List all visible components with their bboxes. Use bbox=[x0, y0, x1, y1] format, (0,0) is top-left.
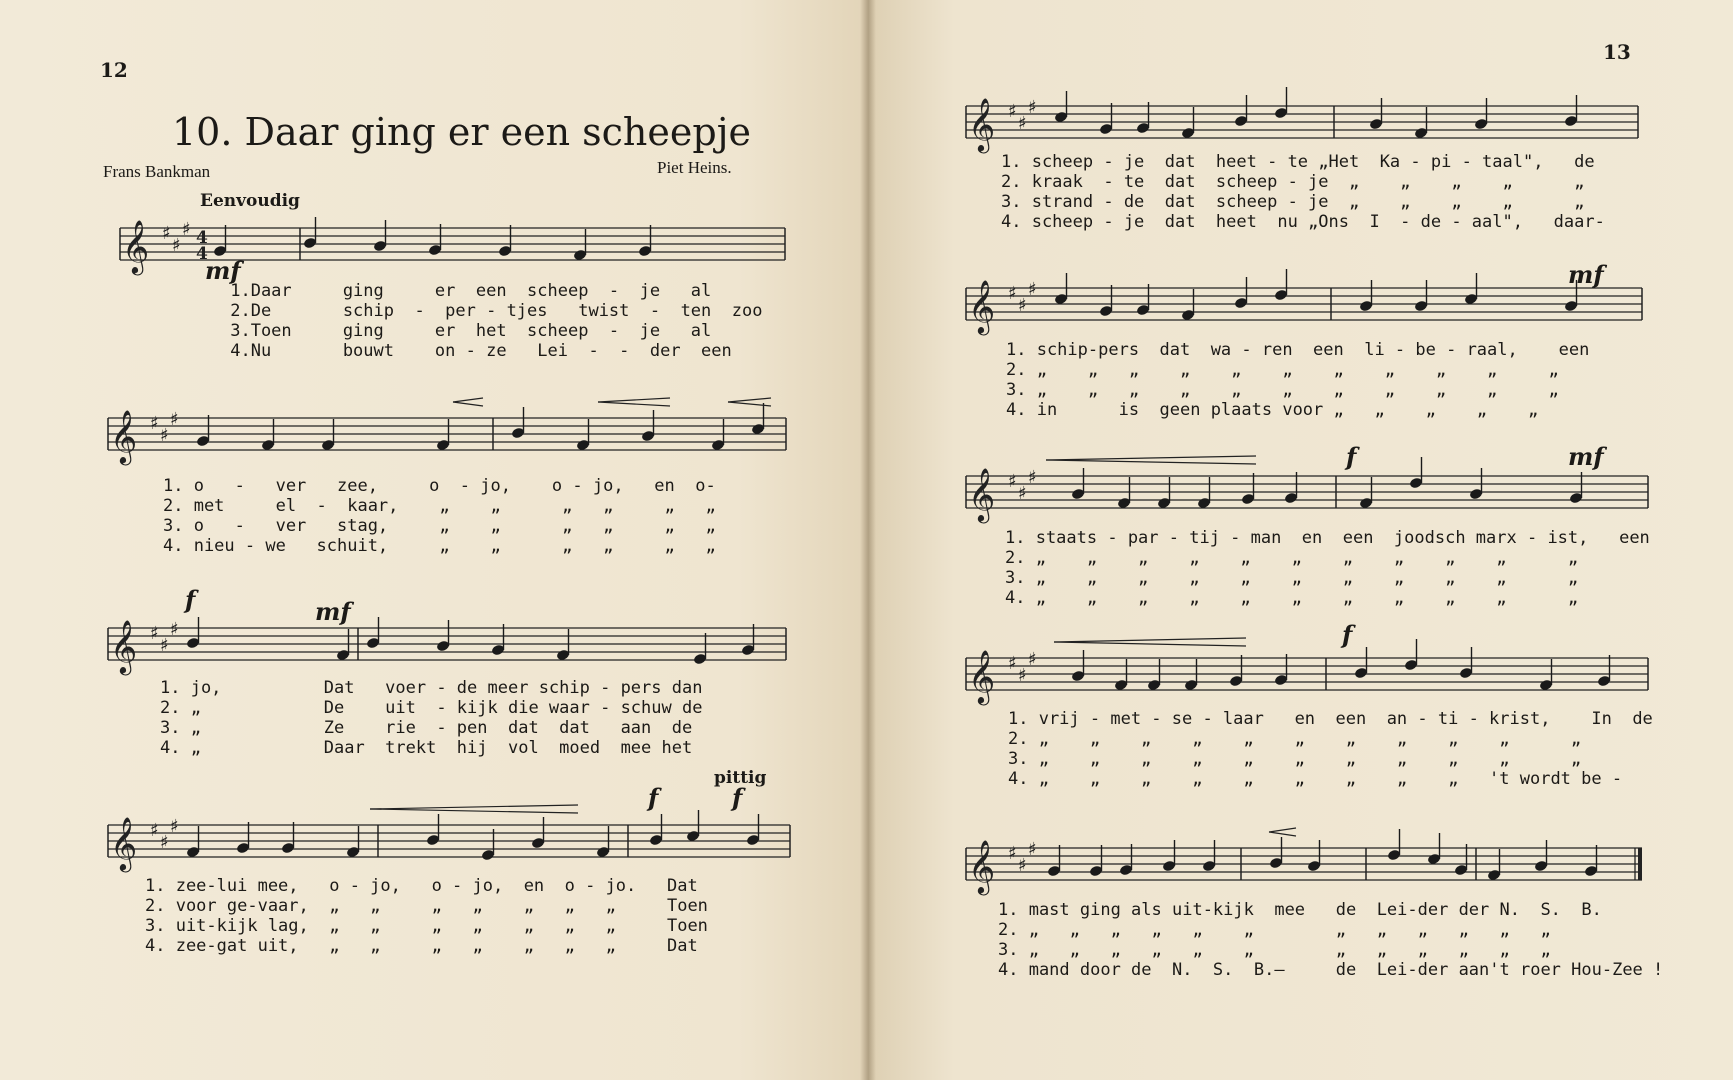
lyricist: Frans Bankman bbox=[103, 162, 211, 181]
treble-clef: 𝄞 bbox=[968, 649, 996, 703]
crescendo-mark bbox=[370, 809, 578, 813]
lyric-line: 3. „ „ „ „ „ „ „ „ „ „ „ „ bbox=[998, 940, 1551, 960]
crescendo-mark bbox=[1054, 642, 1246, 646]
sharp-sign: ♯ bbox=[1008, 843, 1017, 864]
lyric-line: 2. met el - kaar, „ „ „ „ „ „ bbox=[163, 496, 716, 516]
sharp-sign: ♯ bbox=[1018, 665, 1027, 686]
time-signature: 4 bbox=[196, 244, 208, 264]
lyric-line: 1. jo, Dat voer - de meer schip - pers dan bbox=[160, 678, 703, 698]
music-staff bbox=[966, 838, 1642, 893]
lyrics-block bbox=[1005, 528, 1650, 608]
dynamic-mark: f bbox=[1346, 442, 1357, 471]
lyric-line: 1. mast ging als uit-kijk mee de Lei-der der N. S. B. bbox=[998, 900, 1602, 920]
lyric-line: 4.Nu bouwt on - ze Lei - - der een bbox=[220, 341, 732, 361]
treble-clef: 𝄞 bbox=[968, 97, 996, 151]
lyric-line: 3.Toen ging er het scheep - je al bbox=[220, 321, 712, 341]
crescendo-mark bbox=[370, 805, 578, 809]
lyrics-block bbox=[1001, 152, 1605, 232]
sharp-sign: ♯ bbox=[150, 413, 159, 434]
treble-clef: 𝄞 bbox=[110, 619, 138, 673]
sharp-sign: ♯ bbox=[160, 832, 169, 853]
song-title: 10. Daar ging er een scheepje bbox=[172, 110, 751, 154]
lyrics-block bbox=[145, 876, 708, 956]
lyric-line: 3. o - ver stag, „ „ „ „ „ „ bbox=[163, 516, 716, 536]
lyrics-block bbox=[220, 281, 762, 361]
page-number: 12 bbox=[100, 58, 128, 82]
lyrics-block bbox=[1006, 340, 1589, 420]
sharp-sign: ♯ bbox=[1028, 467, 1037, 488]
sharp-sign: ♯ bbox=[1018, 855, 1027, 876]
sharp-sign: ♯ bbox=[162, 223, 171, 244]
crescendo-mark bbox=[453, 398, 483, 402]
crescendo-mark bbox=[598, 398, 670, 402]
sharp-sign: ♯ bbox=[1008, 283, 1017, 304]
tempo-marking: pittig bbox=[714, 768, 767, 788]
sharp-sign: ♯ bbox=[160, 425, 169, 446]
lyric-line: 4. zee-gat uit, „ „ „ „ „ „ „ Dat bbox=[145, 936, 698, 956]
dynamic-mark: f bbox=[1342, 620, 1353, 649]
lyric-line: 1. schip-pers dat wa - ren een li - be - raal, een bbox=[1006, 340, 1590, 360]
music-staff bbox=[966, 648, 1648, 703]
sharp-sign: ♯ bbox=[1028, 649, 1037, 670]
lyric-line: 2. „ „ „ „ „ „ „ „ „ „ „ bbox=[1005, 548, 1579, 568]
lyric-line: 2. „ „ „ „ „ „ „ „ „ „ „ „ bbox=[998, 920, 1551, 940]
treble-clef: 𝄞 bbox=[122, 219, 150, 273]
music-staff bbox=[108, 618, 786, 673]
sharp-sign: ♯ bbox=[1018, 295, 1027, 316]
lyrics-block bbox=[160, 678, 702, 758]
lyric-line: 4. „ „ „ „ „ „ „ „ „ „ „ bbox=[1005, 588, 1579, 608]
page-number: 13 bbox=[1603, 40, 1631, 64]
tempo-marking: Eenvoudig bbox=[200, 191, 300, 211]
crescendo-mark bbox=[1054, 638, 1246, 642]
lyric-line: 3. „ „ „ „ „ „ „ „ „ „ „ bbox=[1008, 749, 1582, 769]
lyric-line: 3. uit-kijk lag, „ „ „ „ „ „ „ Toen bbox=[145, 916, 708, 936]
sharp-sign: ♯ bbox=[170, 619, 179, 640]
lyric-line: 3. „ „ „ „ „ „ „ „ „ „ „ bbox=[1006, 380, 1559, 400]
lyric-line: 1.Daar ging er een scheep - je al bbox=[220, 281, 712, 301]
lyric-line: 2.De schip - per - tjes twist - ten zoo bbox=[220, 301, 763, 321]
lyric-line: 2. kraak - te dat scheep - je „ „ „ „ „ bbox=[1001, 172, 1585, 192]
sharp-sign: ♯ bbox=[1008, 653, 1017, 674]
music-staff bbox=[966, 278, 1642, 333]
dynamic-mark: f bbox=[185, 585, 196, 614]
lyric-line: 3. strand - de dat scheep - je „ „ „ „ „ bbox=[1001, 192, 1585, 212]
dynamic-mark: f bbox=[732, 783, 743, 812]
lyric-line: 4. „ Daar trekt hij vol moed mee het bbox=[160, 738, 693, 758]
crescendo-mark bbox=[1046, 460, 1256, 464]
music-staff bbox=[966, 466, 1648, 521]
dynamic-mark: mf bbox=[205, 256, 241, 285]
lyric-line: 4. scheep - je dat heet nu „Ons I - de - aal", daar- bbox=[1001, 212, 1605, 232]
treble-clef: 𝄞 bbox=[110, 409, 138, 463]
lyric-line: 2. „ „ „ „ „ „ „ „ „ „ „ bbox=[1006, 360, 1559, 380]
lyrics-block bbox=[1008, 709, 1653, 789]
sharp-sign: ♯ bbox=[1028, 279, 1037, 300]
lyric-line: 3. „ Ze rie - pen dat dat aan de bbox=[160, 718, 693, 738]
dynamic-mark: mf bbox=[1568, 442, 1604, 471]
crescendo-mark bbox=[1269, 832, 1296, 836]
lyric-line: 1. o - ver zee, o - jo, o - jo, en o- bbox=[163, 476, 716, 496]
sharp-sign: ♯ bbox=[182, 219, 191, 240]
music-staff bbox=[966, 96, 1638, 151]
sharp-sign: ♯ bbox=[160, 635, 169, 656]
dynamic-mark: mf bbox=[315, 597, 351, 626]
sharp-sign: ♯ bbox=[1018, 113, 1027, 134]
lyric-line: 1. staats - par - tij - man en een joodsch marx - ist, een bbox=[1005, 528, 1650, 548]
sharp-sign: ♯ bbox=[150, 623, 159, 644]
treble-clef: 𝄞 bbox=[968, 839, 996, 893]
lyric-line: 2. „ „ „ „ „ „ „ „ „ „ „ bbox=[1008, 729, 1582, 749]
dynamic-mark: mf bbox=[1568, 260, 1604, 289]
lyric-line: 1. scheep - je dat heet - te „Het Ka - pi - taal", de bbox=[1001, 152, 1595, 172]
composer: Piet Heins. bbox=[657, 158, 732, 177]
sharp-sign: ♯ bbox=[1008, 101, 1017, 122]
crescendo-mark bbox=[453, 402, 483, 406]
lyric-line: 1. zee-lui mee, o - jo, o - jo, en o - jo. Dat bbox=[145, 876, 698, 896]
lyrics-block bbox=[998, 900, 1663, 980]
crescendo-mark bbox=[1269, 828, 1296, 832]
lyrics-block bbox=[163, 476, 716, 556]
lyric-line: 1. vrij - met - se - laar en een an - ti - krist, In de bbox=[1008, 709, 1653, 729]
lyric-line: 2. „ De uit - kijk die waar - schuw de bbox=[160, 698, 703, 718]
lyric-line: 4. mand door de N. S. B.— de Lei-der aan't roer Hou-Zee ! bbox=[998, 960, 1664, 980]
sharp-sign: ♯ bbox=[170, 409, 179, 430]
lyric-line: 4. in is geen plaats voor „ „ „ „ „ bbox=[1006, 400, 1539, 420]
treble-clef: 𝄞 bbox=[110, 816, 138, 870]
sharp-sign: ♯ bbox=[172, 235, 181, 256]
sharp-sign: ♯ bbox=[1018, 483, 1027, 504]
crescendo-mark bbox=[728, 398, 771, 402]
lyric-line: 4. „ „ „ „ „ „ „ „ „ 't wordt be - bbox=[1008, 769, 1623, 789]
crescendo-mark bbox=[1046, 456, 1256, 460]
music-staff bbox=[108, 815, 790, 870]
crescendo-mark bbox=[728, 402, 771, 406]
book-gutter bbox=[860, 0, 876, 1080]
sharp-sign: ♯ bbox=[170, 816, 179, 837]
crescendo-mark bbox=[598, 402, 670, 406]
lyric-line: 4. nieu - we schuit, „ „ „ „ „ „ bbox=[163, 536, 716, 556]
lyric-line: 3. „ „ „ „ „ „ „ „ „ „ „ bbox=[1005, 568, 1579, 588]
lyric-line: 2. voor ge-vaar, „ „ „ „ „ „ „ Toen bbox=[145, 896, 708, 916]
sharp-sign: ♯ bbox=[1028, 97, 1037, 118]
treble-clef: 𝄞 bbox=[968, 467, 996, 521]
treble-clef: 𝄞 bbox=[968, 279, 996, 333]
sharp-sign: ♯ bbox=[150, 820, 159, 841]
sharp-sign: ♯ bbox=[1028, 839, 1037, 860]
time-signature: 4 bbox=[196, 228, 208, 248]
dynamic-mark: f bbox=[648, 783, 659, 812]
sharp-sign: ♯ bbox=[1008, 471, 1017, 492]
music-staff bbox=[108, 408, 786, 463]
right-page bbox=[868, 0, 1733, 1080]
